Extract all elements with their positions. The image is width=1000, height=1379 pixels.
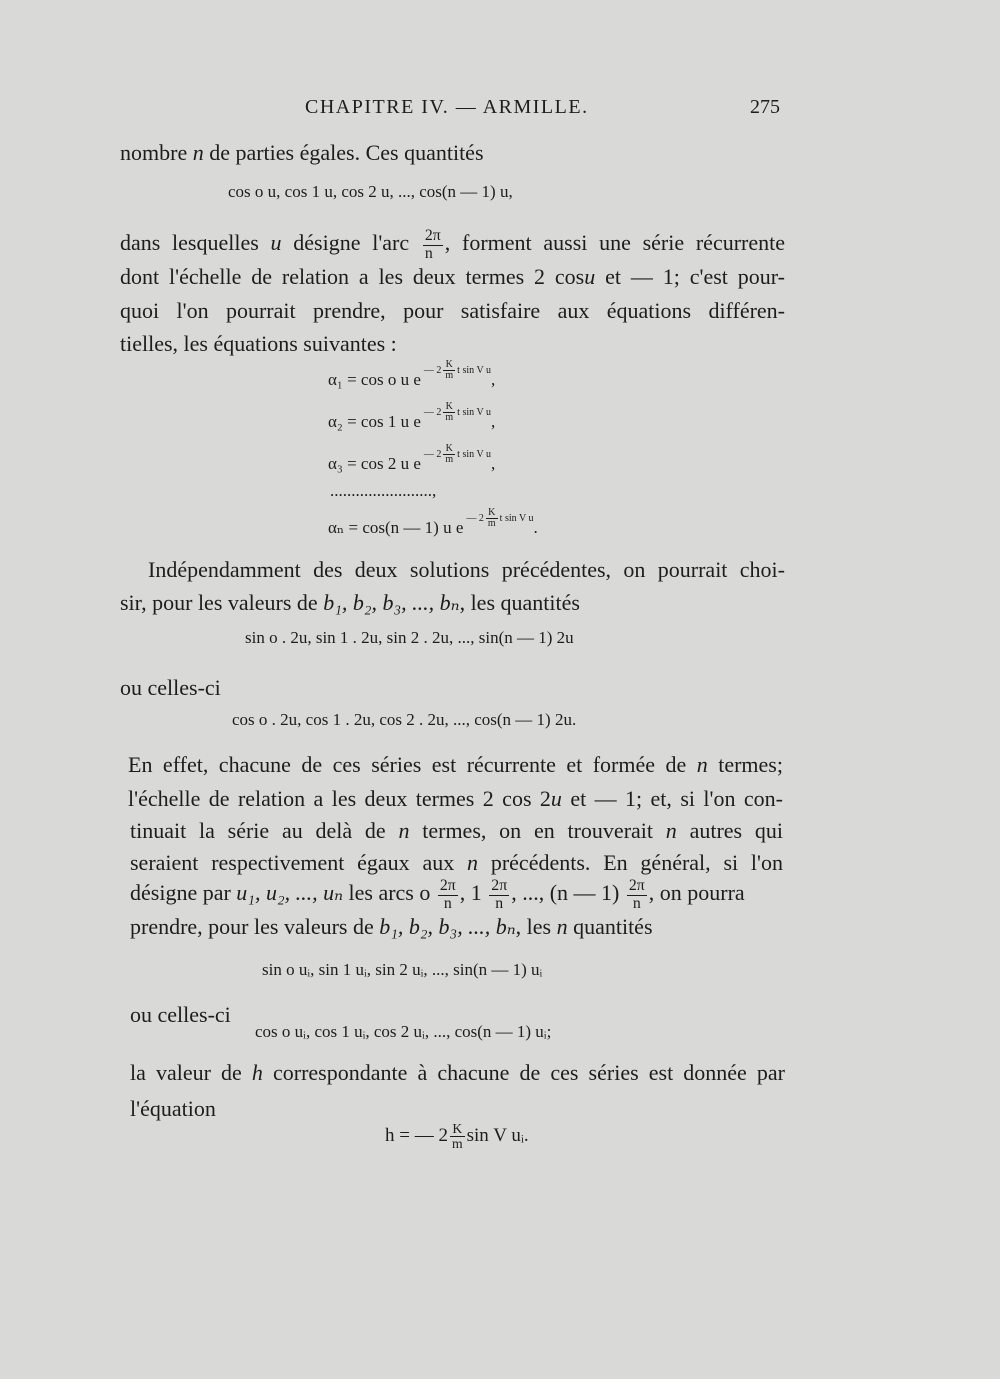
text-line-13: l'échelle de relation a les deux termes 2 cos 2u et — 1; et, si l'on con-: [128, 786, 783, 811]
text-line-8: sir, pour les valeurs de b₁, b₂, b₃, ..., bₙ, les quantités: [120, 590, 580, 615]
text-line-3: dans lesquelles u désigne l'arc $\frac{2\pi}{n}$ , forment aussi une série récurrente: [120, 227, 785, 262]
text-line-14: tinuait la série au delà de n termes, on en trouverait n autres qui: [130, 818, 783, 843]
equation-sin-ui-series: sin o uᵢ, sin 1 uᵢ, sin 2 uᵢ, ..., sin(n — 1) uᵢ: [262, 960, 543, 979]
text-line-19: ou celles-ci: [130, 1002, 231, 1027]
text-line-6: tielles, les équations suivantes :: [120, 331, 397, 356]
text-line-12: En effet, chacune de ces séries est récurrente et formée de n termes;: [128, 752, 783, 777]
equation-cos-ui-series: cos o uᵢ, cos 1 uᵢ, cos 2 uᵢ, ..., cos(n — 1) uᵢ;: [255, 1022, 552, 1041]
equation-alpha-3: α₃ = cos 2 u e $^{— 2 \frac{K}{m} t sin V u}$,: [328, 442, 496, 473]
text-line-22: l'équation: [130, 1096, 216, 1121]
text-line-16: désigne par u₁, u₂, ..., uₙ les arcs o $\frac{2\pi}{n}$ , 1 $\frac{2\pi}{n}$ , ..., (n — 1) $\frac{2\pi}{n}$ , on pourra: [130, 877, 745, 912]
text-line-1: nombre n de parties égales. Ces quantités: [120, 140, 484, 165]
equation-alpha-n: αₙ = cos(n — 1) u e $^{— 2 \frac{K}{m} t sin V u}$.: [328, 506, 538, 537]
equation-cos-2u-series: cos o . 2u, cos 1 . 2u, cos 2 . 2u, ..., cos(n — 1) 2u.: [232, 710, 577, 729]
equation-dots-row: ........................,: [330, 481, 437, 500]
equation-cos-series: cos o u, cos 1 u, cos 2 u, ..., cos(n — 1) u,: [228, 182, 513, 201]
equation-h: h = — 2 $\frac{K}{m}$ sin V uᵢ.: [385, 1121, 529, 1152]
fraction-2pi-over-n: $\frac{2\pi}{n}$: [424, 227, 441, 262]
text-line-7: Indépendamment des deux solutions précédentes, on pourrait choi-: [148, 557, 785, 582]
equation-alpha-2: α₂ = cos 1 u e $^{— 2 \frac{K}{m} t sin V u}$,: [328, 400, 496, 431]
text-line-21: la valeur de h correspondante à chacune de ces séries est donnée par: [130, 1060, 785, 1085]
equation-alpha-1: α₁ = cos o u e $^{— 2 \frac{K}{m} t sin V u}$,: [328, 358, 496, 389]
chapter-title: CHAPITRE IV. — ARMILLE.: [305, 96, 589, 118]
equation-sin-2u-series: sin o . 2u, sin 1 . 2u, sin 2 . 2u, ..., sin(n — 1) 2u: [245, 628, 574, 647]
page-number: 275: [750, 96, 780, 118]
running-header: [130, 96, 780, 128]
text-line-17: prendre, pour les valeurs de b₁, b₂, b₃, ..., bₙ, les n quantités: [130, 914, 653, 939]
text-line-5: quoi l'on pourrait prendre, pour satisfaire aux équations différen-: [120, 298, 785, 323]
text-line-10: ou celles-ci: [120, 675, 221, 700]
text-line-4: dont l'échelle de relation a les deux termes 2 cosu et — 1; c'est pour-: [120, 264, 785, 289]
text-line-15: seraient respectivement égaux aux n précédents. En général, si l'on: [130, 850, 783, 875]
